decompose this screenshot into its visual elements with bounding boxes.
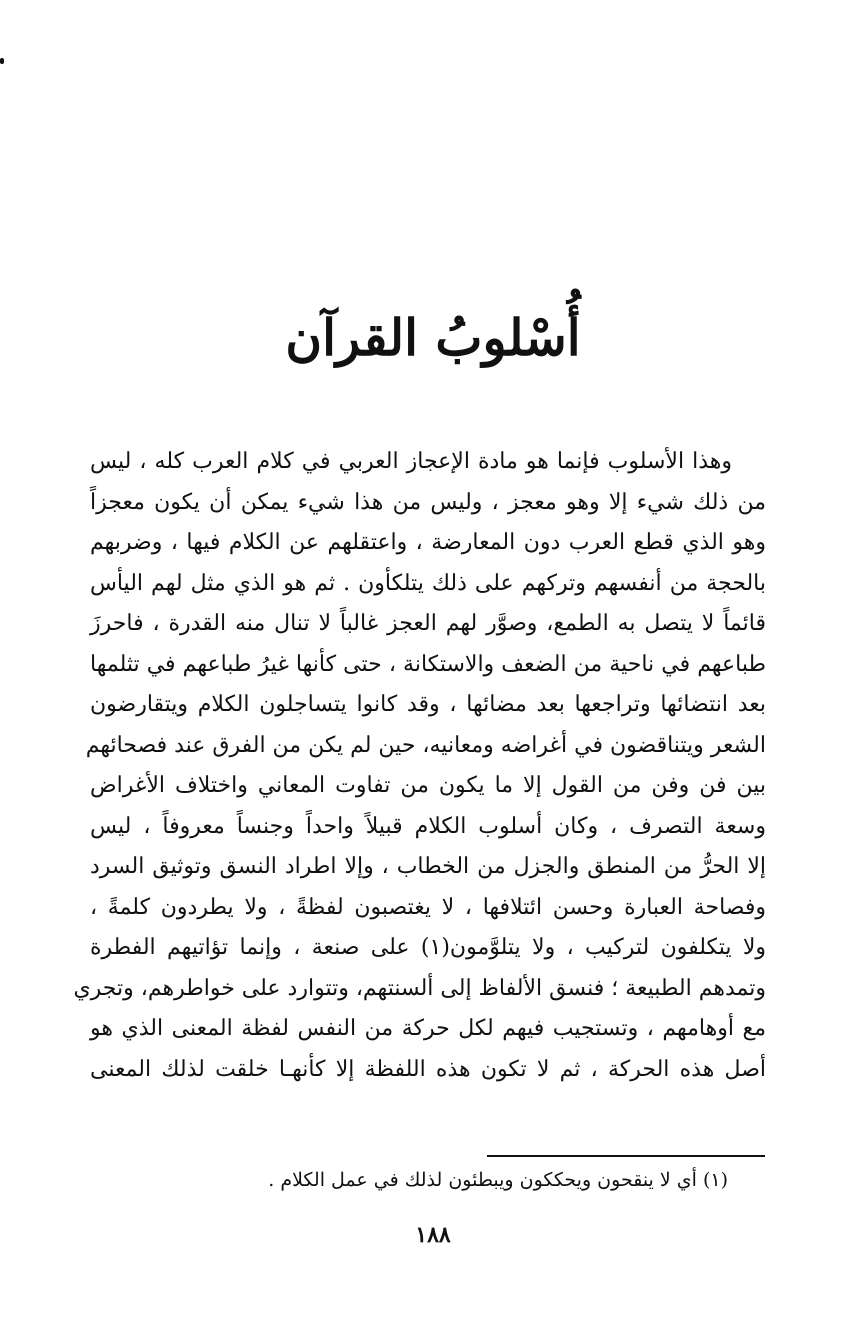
text-line: أصل هذه الحركة ، ثم لا تكون هذه اللفظة إلا كأنهـا خلقت لذلك المعنى: [90, 1056, 766, 1082]
text-line: وتمدهم الطبيعة ؛ فنسق الألفاظ إلى ألسنتهم، وتتوارد على خواطرهم، وتجري: [73, 975, 766, 1001]
text-line: وهذا الأسلوب فإنما هو مادة الإعجاز العربي في كلام العرب كله ، ليس: [90, 449, 732, 474]
text-line: وفصاحة العبارة وحسن ائتلافها ، لا يغتصبون لفظةً ، ولا يطردون كلمةً ،: [90, 894, 766, 920]
text-line: بالحجة من أنفسهم وتركهم على ذلك يتلكأون . ثم هو الذي مثل لهم اليأس: [90, 570, 766, 596]
text-line: بعد انتضائها وتراجعها بعد مضائها ، وقد كانوا يتساجلون الكلام ويتقارضون: [90, 692, 766, 717]
scan-edge-mark: [0, 58, 4, 64]
text-line: وهو الذي قطع العرب دون المعارضة ، واعتقلهم عن الكلام فيها ، وضربهم: [90, 530, 766, 555]
text-line: قائماً لا يتصل به الطمع، وصوَّر لهم العجز غالباً لا تنال منه القدرة ، فاحرزَ: [90, 611, 766, 636]
text-line: إلا الحرُّ من المنطق والجزل من الخطاب ، وإلا اطراد النسق وتوثيق السرد: [90, 854, 766, 879]
text-line: من ذلك شيء إلا وهو معجز ، وليس من هذا شيء يمكن أن يكون معجزاً: [90, 489, 766, 515]
footnote: (١) أي لا ينقحون ويحككون ويبطئون لذلك في عمل الكلام .: [268, 1169, 728, 1191]
chapter-title: أُسْلوبُ القرآن: [285, 308, 581, 367]
body-text: [73, 442, 767, 1090]
text-line: مع أوهامهم ، وتستجيب فيهم لكل حركة من النفس لفظة المعنى الذي هو: [90, 1016, 766, 1041]
text-line: بين فن وفن من القول إلا ما يكون من تفاوت المعاني واختلاف الأغراض: [90, 773, 766, 798]
text-line: الشعر ويتناقضون في أغراضه ومعانيه، حين لم يكن من الفرق عند فصحائهم: [85, 732, 766, 758]
text-line: طباعهم في ناحية من الضعف والاستكانة ، حتى كأنها غيرُ طباعهم في تثلمها: [90, 651, 766, 677]
page-number: ١٨٨: [415, 1222, 451, 1248]
footnote-divider: [487, 1155, 765, 1157]
text-line: ولا يتكلفون لتركيب ، ولا يتلوَّمون(١) على صنعة ، وإنما تؤاتيهم الفطرة: [90, 935, 767, 960]
text-line: وسعة التصرف ، وكان أسلوب الكلام قبيلاً واحداً وجنساً معروفاً ، ليس: [90, 813, 766, 839]
